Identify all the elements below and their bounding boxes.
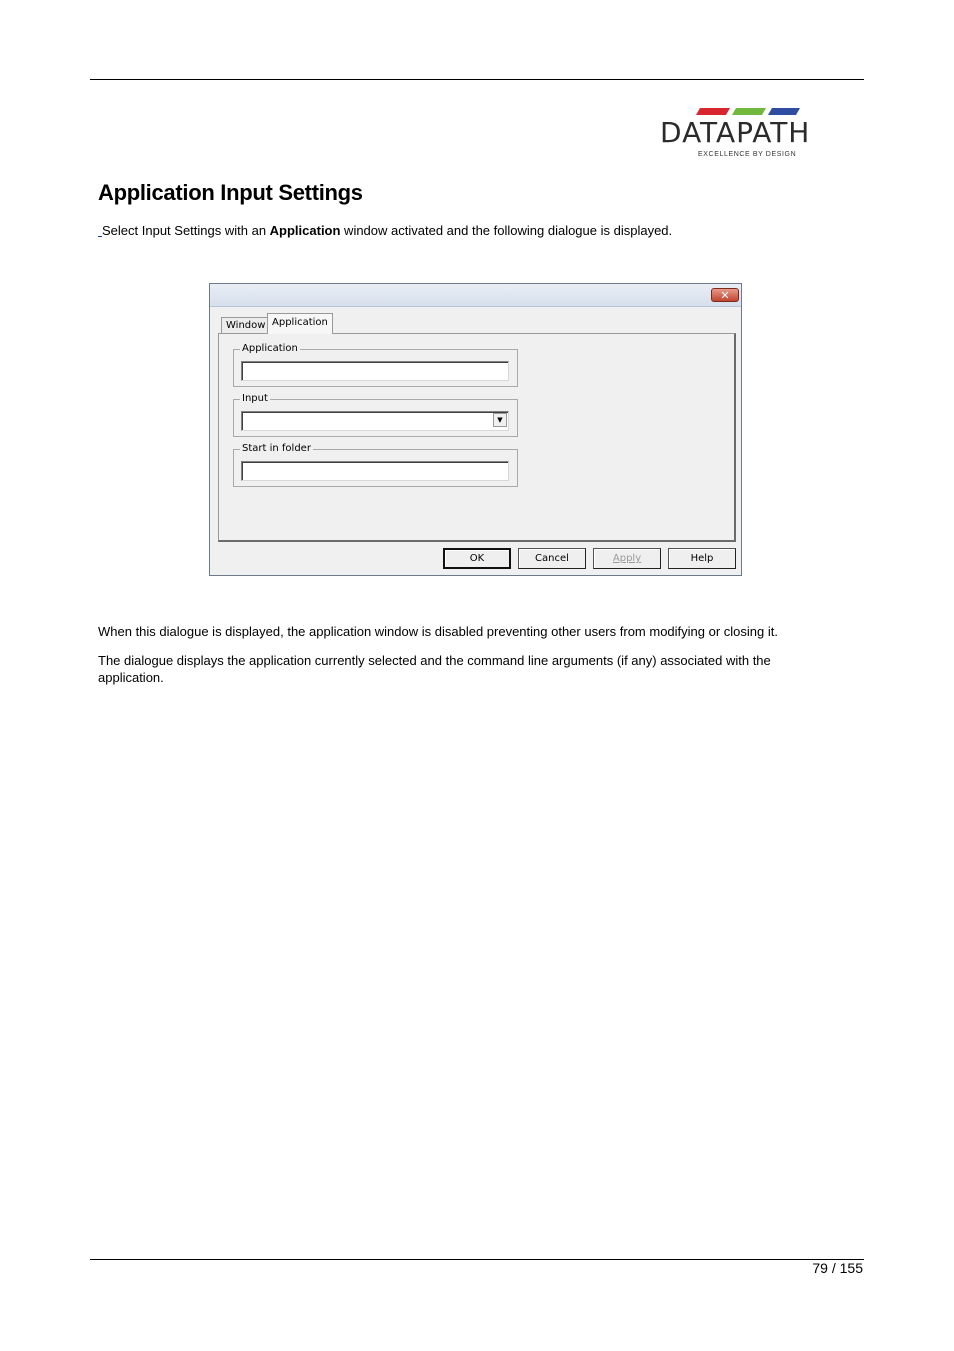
apply-button[interactable]: Apply xyxy=(593,548,661,569)
page-title: Application Input Settings xyxy=(98,180,363,205)
application-group xyxy=(233,343,518,387)
logo-tagline: EXCELLENCE BY DESIGN xyxy=(698,151,797,158)
input-group xyxy=(233,393,518,437)
input-settings-dialog xyxy=(209,283,742,576)
input-label: Input xyxy=(242,393,268,404)
cancel-button[interactable]: Cancel xyxy=(518,548,586,569)
intro-text-before: Select Input Settings with an xyxy=(102,223,270,238)
chevron-down-icon[interactable]: ▼ xyxy=(493,413,507,427)
intro-bold: Application xyxy=(269,223,341,238)
start-folder-group xyxy=(233,443,518,487)
start-folder-field[interactable] xyxy=(241,461,509,481)
footer-rule xyxy=(90,1259,864,1260)
dialog-titlebar xyxy=(210,284,741,307)
intro-text-after: window activated and the following dialogue is displayed. xyxy=(340,223,673,238)
page-number: 79 / 155 xyxy=(812,1260,863,1276)
application-field[interactable] xyxy=(241,361,509,381)
datapath-logo xyxy=(660,106,838,162)
tab-application[interactable]: Application xyxy=(267,313,333,334)
help-button[interactable]: Help xyxy=(668,548,736,569)
application-label: Application xyxy=(242,343,298,354)
tab-panel xyxy=(218,333,736,542)
input-dropdown[interactable] xyxy=(241,411,509,431)
intro-paragraph xyxy=(98,223,672,238)
start-folder-label: Start in folder xyxy=(242,443,311,454)
tab-window[interactable]: Window xyxy=(221,317,270,334)
header-rule xyxy=(90,79,864,80)
body-paragraph-1: When this dialogue is displayed, the application window is disabled preventing other users from modifying or closing it. xyxy=(98,624,778,639)
close-icon[interactable]: ✕ xyxy=(711,288,739,302)
logo-stripes xyxy=(696,108,800,115)
body-paragraph-2: The dialogue displays the application currently selected and the command line arguments (if any) associated with the application. xyxy=(98,653,771,685)
ok-button[interactable]: OK xyxy=(443,548,511,569)
logo-wordmark: DATAPATH xyxy=(660,116,811,149)
